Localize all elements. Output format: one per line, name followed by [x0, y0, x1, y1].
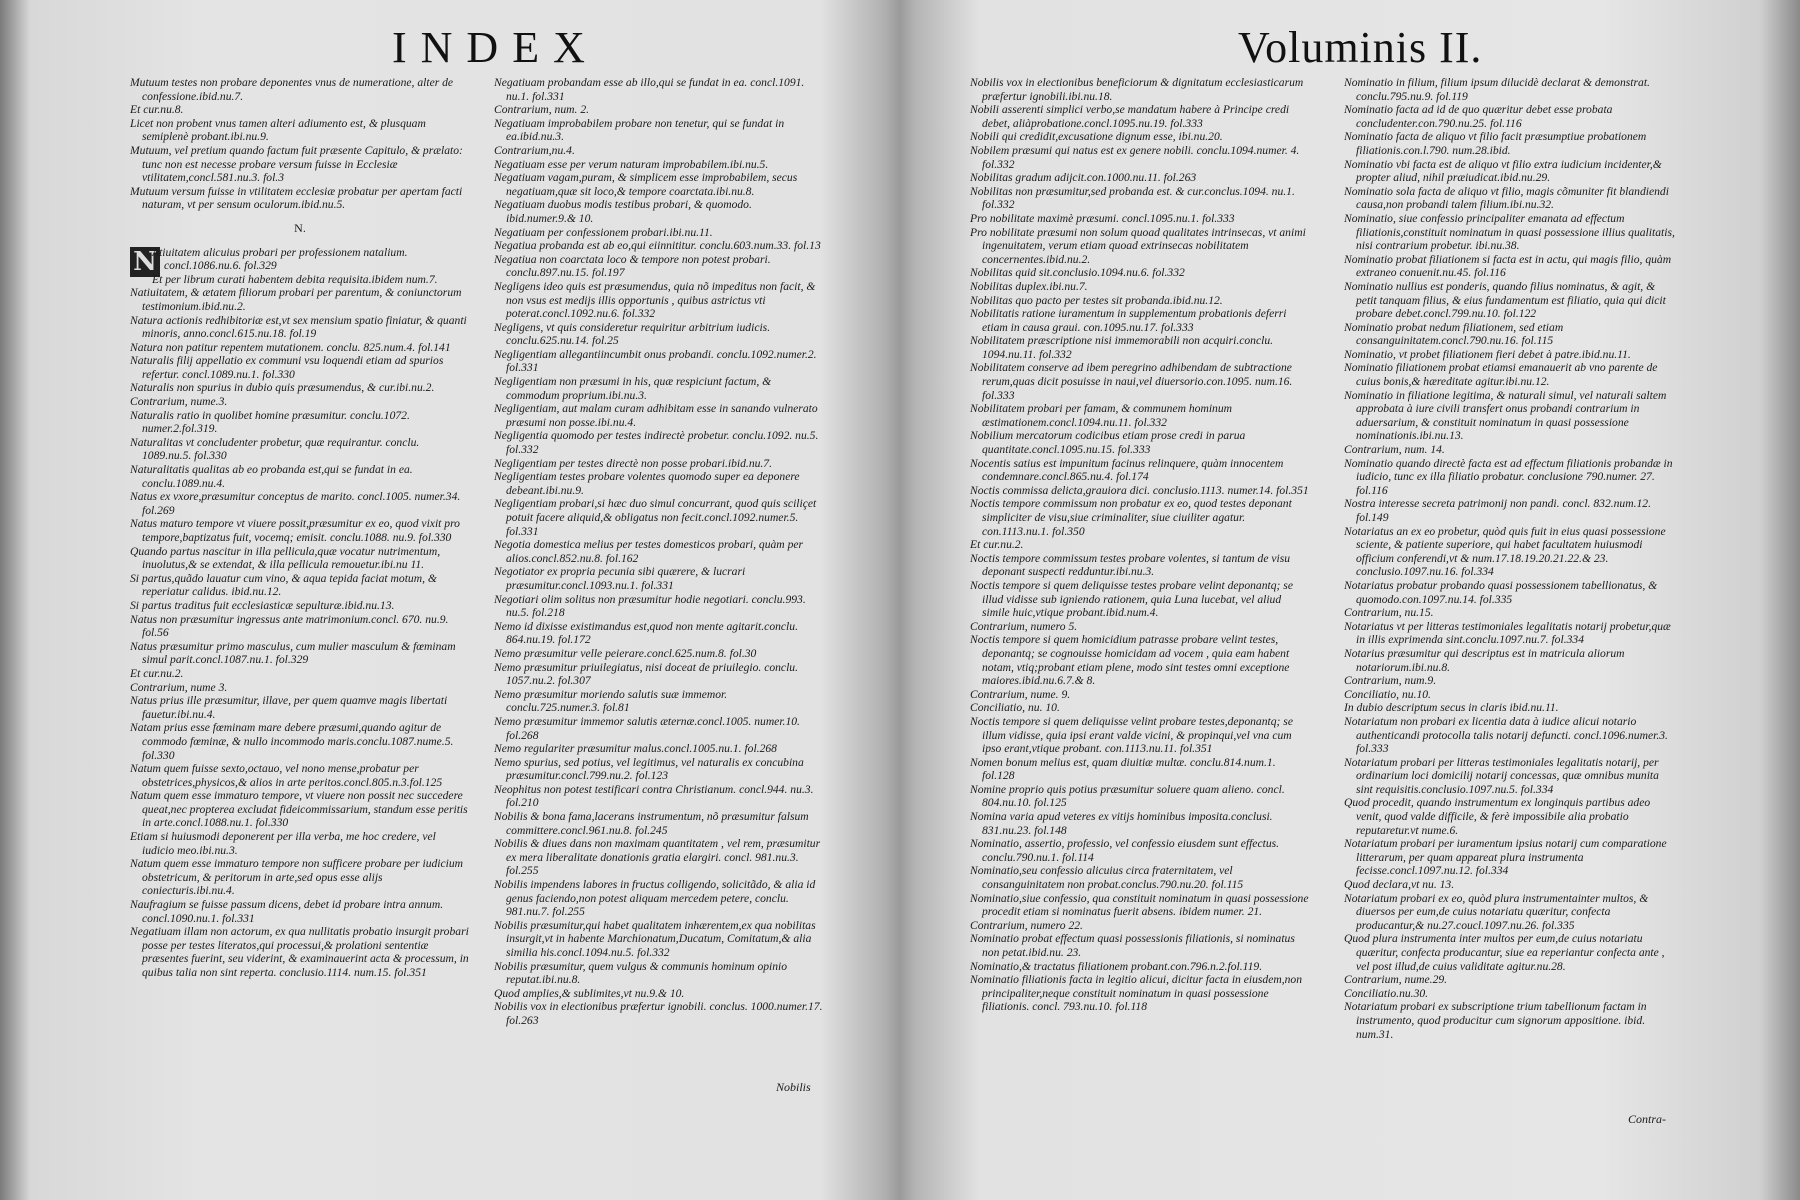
index-entry: Negatiuam duobus modis testibus probari, & quomodo. ibid.numer.9.& 10.	[494, 198, 752, 225]
index-entry: Nobilis vox in electionibus beneficiorum & dignitatum ecclesiasticarum præfertur ignobili.ibi.nu.18.	[970, 76, 1304, 103]
index-entry: Negatiuam esse per verum naturam improbabilem.ibi.nu.5.	[494, 157, 769, 171]
index-entry: Nominatio filiationis facta in legitio alicui, dicitur facta in eiusdem,non principaliter,neque constituit nominatum in quasi possessione filiationis. concl. 793.nu.10. fol.118	[970, 973, 1303, 1014]
index-entry: Nominatio, vt probet filiationem fieri debet à patre.ibid.nu.11.	[1344, 347, 1631, 361]
index-entry: Negligentiam allegantiincumbit onus probandi. conclu.1092.numer.2. fol.331	[494, 347, 817, 375]
index-entry: Nemo præsumitur moriendo salutis suæ immemor. conclu.725.numer.3. fol.81	[494, 687, 728, 715]
index-entry: Natus maturo tempore vt viuere possit,præsumitur ex eo, quod vixit pro tempore,baptizatus fuit, vocemq; emisit. conclu.1088. nu.9. fol.330	[130, 517, 460, 544]
index-entry: Nominatio nullius est ponderis, quando filius nominatus, & agit, & petit tanquam filius, & eius fundamentum est filiatio, quia qui dicit probare debet.concl.799.nu.10. fol.122	[1344, 279, 1666, 321]
index-entry: Noctis tempore commissum testes probare volentes, si tantum de visu deponant suspecti redduntur.ibi.nu.3.	[970, 551, 1291, 579]
index-entry: Et cur.nu.2.	[130, 666, 184, 680]
index-entry: Nobilitatem probari per famam, & communem hominum æstimationem.concl.1094.nu.11. fol.332	[970, 402, 1233, 429]
index-entry: Negligentia quomodo per testes indirectè probetur. conclu.1092. nu.5. fol.332	[494, 429, 819, 457]
index-entry: Negligens ideo quis est præsumendus, quia nõ impeditus non facit, & non vsus est medijs illis opportunis , quibus astrictus vti poterat.concl.1092.nu.6. fol.332	[494, 279, 816, 321]
index-entry: Nominatio,& tractatus filiationem probant.con.796.n.2.fol.119.	[970, 959, 1263, 973]
index-entry: Contrarium, nume 3.	[130, 680, 228, 694]
index-entry: Contrarium, num.9.	[1344, 674, 1437, 688]
index-entry: Nominatio vbi facta est de aliquo vt filio extra iudicium incidenter,& propter aliud, nihil præiudicat.ibid.nu.29.	[1344, 157, 1662, 185]
index-entry: Notarius præsumitur qui descriptus est in matricula aliorum notariorum.ibi.nu.8.	[1344, 646, 1625, 674]
index-entry: Naturalis ratio in quolibet homine præsumitur. conclu.1072. numer.2.fol.319.	[130, 408, 410, 436]
catchword-left: Nobilis	[776, 1080, 811, 1094]
index-entry: Nominatio, siue confessio principaliter emanata ad effectum filiationis,constituit nominatum in quasi possessione illius qualitatis, nisi contrarium probetur. ibi.nu.38.	[1344, 211, 1675, 253]
index-entry: Negotiari olim solitus non præsumitur hodie negotiari. conclu.993. nu.5. fol.218	[494, 592, 806, 620]
index-entry: Natus non præsumitur ingressus ante matrimonium.concl. 670. nu.9. fol.56	[130, 612, 449, 640]
index-entry: Negatiuam improbabilem probare non tenetur, qui se fundat in ea.ibid.nu.3.	[494, 116, 785, 144]
index-entry: Notariatum probari per iuramentum ipsius notarij cum comparatione litterarum, per quam appareat plura instrumenta fecisse.concl.1097.nu.12. fol.334	[1344, 837, 1667, 878]
index-entry: Nominatio probat effectum quasi possessionis filiationis, si nominatus non petat.ibid.nu. 23.	[970, 932, 1295, 959]
index-entry: Contrarium, nume.3.	[130, 395, 228, 409]
index-entry: Negligentiam testes probare volentes quomodo super ea deponere debeant.ibi.nu.9.	[494, 470, 800, 497]
page-header-right: Voluminis II.	[1238, 23, 1483, 72]
right-column-b	[1344, 76, 1678, 1041]
index-entry: Negotiator ex propria pecunia sibi quærere, & lucrari præsumitur.concl.1093.nu.1. fol.331	[494, 565, 746, 592]
index-entry: Nemo præsumitur priuilegiatus, nisi doceat de priuilegio. conclu. 1057.nu.2. fol.307	[494, 660, 798, 688]
index-entry: Natus prius ille præsumitur, illave, per quem quamve magis libertati fauetur.ibi.nu.4.	[130, 694, 448, 721]
index-entry: Nomina varia apud veteres ex vitijs hominibus imposita.conclusi. 831.nu.23. fol.148	[970, 810, 1273, 837]
index-entry: Nobilis præsumitur,qui habet qualitatem inhærentem,ex qua nobilitas insurgit,vt in habente Marchionatum,Ducatum, Comitatum,& alia similia his.concl.1094.nu.5. fol.332	[494, 918, 816, 959]
index-entry: Nemo præsumitur velle peierare.concl.625.num.8. fol.30	[494, 646, 757, 660]
index-entry: Negligentiam probari,si hæc duo simul concurrant, quod quis sciliçet potuit facere aliquid,& obligatus non fecit.concl.1092.numer.5. fol.331	[494, 497, 817, 538]
index-entry: Nobilis & diues dans non maximam quantitatem , vel rem, præsumitur ex mera liberalitate donationis gratia elargiri. concl. 981.nu.3. fol.255	[494, 837, 821, 878]
index-entry: Contrarium, num. 14.	[1344, 443, 1445, 457]
index-entry: Negligentiam non præsumi in his, quæ respiciunt factum, & commodum proprium.ibi.nu.3.	[494, 375, 772, 402]
index-entry: Quod procedit, quando instrumentum ex longinquis partibus adeo venit, quod valde difficile, & ferè impossibile alia probatio reputaretur.vt nume.6.	[1344, 796, 1651, 837]
index-entry: Nominatio filiationem probat etiamsi emanauerit ab vno parente de cuius bonis,& hæreditate agitur.ibi.nu.12.	[1344, 361, 1658, 389]
index-entry: Nobilitatis ratione iuramentum in supplementum probationis deferri etiam in causa graui. con.1095.nu.17. fol.333	[970, 307, 1287, 334]
index-entry: Natus præsumitur primo masculus, cum mulier masculum & fœminam simul parit.concl.1087.nu.1. fol.329	[130, 639, 456, 667]
index-entry: Notariatus probatur probando quasi possessionem tabellionatus, & quomodo.con.1097.nu.14. fol.335	[1344, 578, 1658, 606]
index-entry: Atiuitatem alicuius probari per professionem natalium. concl.1086.nu.6. fol.329	[152, 245, 408, 273]
section-letter: N.	[294, 220, 306, 235]
index-entry: Nemo id dixisse existimandus est,quod non mente agitarit.conclu. 864.nu.19. fol.172	[494, 619, 798, 647]
index-entry: Quod plura instrumenta inter multos per eum,de cuius notariatu quæritur, confecta producantur, siue ea reperiantur confecta ante , vel post illud,de cuius validitate agitur.nu.28.	[1344, 932, 1665, 973]
index-entry: Nominatio probat filiationem si facta est in actu, qui magis filio, quàm extraneo conuenit.nu.45. fol.116	[1344, 252, 1672, 280]
index-entry: Si partus traditus fuit ecclesiasticæ sepulturæ.ibid.nu.13.	[130, 598, 395, 612]
index-entry: Neophitus non potest testificari contra Christianum. concl.944. nu.3. fol.210	[494, 782, 814, 810]
index-entry: Mutuum, vel pretium quando factum fuit præsente Capitulo, & prælato: tunc non est necesse probare versum fuisse in Ecclesiæ vtilitatem,concl.581.nu.3. fol.3	[130, 143, 463, 185]
index-entry: Nobili qui credidit,excusatione dignum esse, ibi.nu.20.	[970, 130, 1223, 144]
index-entry: Licet non probent vnus tamen alteri adiumento est, & plusquam semiplenè probant.ibi.nu.9.	[130, 116, 426, 144]
index-entry: Nominatio facta ad id de quo quæritur debet esse probata concludenter.con.790.nu.25. fol.116	[1344, 103, 1613, 130]
index-entry: Mutuum testes non probare deponentes vnus de numeratione, alter de confessione.ibid.nu.7.	[130, 76, 454, 103]
index-entry: Nobilitatem præscriptione nisi immemorabili non acquiri.conclu. 1094.nu.11. fol.332	[970, 334, 1274, 361]
decorated-initial: N	[130, 247, 160, 277]
index-entry: Nobili asserenti simplici verbo,se mandatum habere à Principe credi debet, aliàprobatione.concl.1095.nu.19. fol.333	[970, 103, 1290, 130]
index-entry: Nominatio quando directè facta est ad effectum filiationis probandæ in iudicio, tunc ex illa filiatio probatur. conclusione 790.numer. 27. fol.116	[1344, 456, 1673, 497]
index-entry: Naturalis non spurius in dubio quis præsumendus, & cur.ibi.nu.2.	[130, 381, 435, 395]
index-entry: Si partus,quãdo lauatur cum vino, & aqua tepida faciat motum, & reperiatur calidus. ibid.nu.12.	[130, 571, 437, 599]
index-entry: Nominatio,seu confessio alicuius circa fraternitatem, vel consanguinitatem non probat.conclus.790.nu.20. fol.115	[970, 864, 1244, 892]
index-entry: Nostra interesse secreta patrimonij non pandi. concl. 832.num.12. fol.149	[1344, 497, 1651, 524]
index-entry: Nemo regulariter præsumitur malus.concl.1005.nu.1. fol.268	[494, 742, 777, 756]
index-entry: Negotia domestica melius per testes domesticos probari, quàm per alios.concl.852.nu.8. fol.162	[494, 538, 804, 565]
index-entry: Nobilis præsumitur, quem vulgus & communis hominum opinio reputat.ibi.nu.8.	[494, 959, 788, 987]
right-page	[900, 0, 1800, 1200]
index-entry: Nocentis satius est impunitum facinus relinquere, quàm innocentem condemnare.concl.865.nu.4. fol.174	[970, 456, 1284, 484]
index-entry: Noctis tempore si quem deliquisse testes probare velint deponantq; se illud vidisse sub igniendo rationem, quia Luna lucebat, vel aliud simile huic,vtique probant.ibid.num.4.	[970, 578, 1293, 620]
index-entry: Contrarium,nu.4.	[494, 143, 575, 157]
index-entry: Nominatio sola facta de aliquo vt filio, magis cõmuniter fit blandiendi causa,non probandi talem filium.ibi.nu.32.	[1344, 184, 1669, 212]
index-entry: Noctis tempore commissum non probatur ex eo, quod testes deponant simpliciter de visu,siue criminaliter, siue ciuiliter agatur. con.1113.nu.1. fol.350	[970, 497, 1292, 538]
index-entry: Noctis tempore si quem deliquisse velint probare testes,deponantq; se illum vidisse, quia ipsi erant valde vicini, & propinqui,vel vna cum ipso erant,vtique probant. con.1113.nu.11. fol.351	[970, 714, 1293, 756]
index-entry: Nobilitatem conserve ad ibem peregrino adhibendam de subtractione rerum,quas dicit posuisse in naui,vel diuersorio.con.1095. num.16. fol.333	[970, 361, 1293, 402]
index-entry: Nobilitas gradum adijcit.con.1000.nu.11. fol.263	[970, 171, 1197, 185]
index-entry: Conciliatio, nu.10.	[1344, 687, 1431, 701]
index-entry: Notariatus vt per litteras testimoniales legalitatis notarij probetur,quæ in illis exprimenda sint.conclu.1097.nu.7. fol.334	[1344, 619, 1671, 647]
index-entry: Mutuum versum fuisse in vtilitatem ecclesiæ probatur per apertam facti naturam, vt per sensum oculorum.ibid.nu.5.	[130, 184, 463, 212]
index-entry: Negatiuam illam non actorum, ex qua nullitatis probatio insurgit probari posse per testes literatos,qui processui,& prolationi sententiæ præsentes fuerint, seu viderint, & examinauerint acta & processum, in quibus talia non sint reperta. conclusio.1114. num.15. fol.351	[130, 925, 469, 979]
index-entry: Nomen bonum melius est, quam diuitiæ multæ. conclu.814.num.1. fol.128	[970, 755, 1276, 783]
index-entry: Contrarium, nume.29.	[1344, 973, 1448, 987]
index-entry: Contrarium, nume. 9.	[970, 687, 1071, 701]
index-entry: Quod declara,vt nu. 13.	[1344, 878, 1455, 892]
index-entry: Nominatio in filium, filium ipsum dilucidè declarat & demonstrat. conclu.795.nu.9. fol.119	[1344, 76, 1650, 103]
index-entry: Natam prius esse fœminam mare debere præsumi,quando agitur de commodo fœminæ, & nullo incommodo maris.conclu.1087.nume.5. fol.330	[130, 721, 454, 762]
catchword-right: Contra-	[1628, 1112, 1667, 1126]
index-entry: Nobilis impendens labores in fructus colligendo, solicitãdo, & alia id genus faciendo,non potest aliquam mercedem petere, conclu. 981.nu.7. fol.255	[494, 878, 816, 919]
index-entry: Nobilium mercatorum codicibus etiam prose credi in parua quantitate.concl.1095.nu.15. fol.333	[970, 429, 1246, 457]
index-entry: Nobilitas duplex.ibi.nu.7.	[970, 279, 1088, 293]
index-entry: Nemo spurius, sed potius, vel legitimus, vel naturalis ex concubina præsumitur.concl.799.nu.2. fol.123	[494, 755, 804, 783]
index-entry: Notariatum probari ex subscriptione trium tabellionum factam in instrumento, quod producitur cum signorum appositione. ibid. num.31.	[1344, 1000, 1647, 1041]
index-entry: Nobilitas quo pacto per testes sit probanda.ibid.nu.12.	[970, 293, 1223, 307]
index-entry: Noctis tempore si quem homicidium patrasse probare velint testes, deponantq; se cognouisse homicidam ad vocem , quia eam habent notam, vtiq;probant etiam plene, modo sint testes omni exceptione maiores.ibid.nu.6.7.& 8.	[970, 633, 1290, 688]
index-entry: Nomine proprio quis potius præsumitur soluere quam alieno. concl. 804.nu.10. fol.125	[970, 782, 1285, 810]
index-entry: Nobilis vox in electionibus præfertur ignobili. conclus. 1000.numer.17. fol.263	[494, 1000, 823, 1027]
index-entry: Negatiuam vagam,puram, & simplicem esse improbabilem, secus negatiuam,quæ sit loco,& tempore coarctata.ibi.nu.8.	[494, 171, 798, 198]
left-column-a	[130, 76, 470, 980]
entries-before-section	[130, 76, 470, 212]
left-column-b	[494, 76, 824, 1028]
right-column-a	[970, 76, 1310, 1014]
index-entry: Natus ex vxore,præsumitur conceptus de marito. concl.1005. numer.34. fol.269	[130, 490, 461, 517]
index-entry: Negatiuam per confessionem probari.ibi.nu.11.	[494, 225, 713, 239]
index-entry: Nominatio, assertio, professio, vel confessio eiusdem sunt effectus. conclu.790.nu.1. fol.114	[970, 837, 1280, 864]
index-entry: Natum quem esse immaturo tempore, vt viuere non possit nec succedere queat,nec propterea excludat fideicommissarium, standum esse peritis in arte.concl.1088.nu.1. fol.330	[130, 789, 468, 830]
index-entry: Nobilis & bona fama,lacerans instrumentum, nõ præsumitur falsum committere.concl.961.nu.8. fol.245	[494, 810, 809, 837]
index-entry: Nemo præsumitur immemor salutis æternæ.concl.1005. numer.10. fol.268	[494, 714, 800, 742]
index-entry: Negligens, vt quis consideretur requiritur arbitrium iudicis. conclu.625.nu.14. fol.25	[494, 320, 771, 348]
index-entry: Notariatum probari per litteras testimoniales legalitatis notarij, per ordinarium loci domicilij notarij concessas, quæ omnibus munita sint requisitis.conclusio.1097.nu.5. fol.334	[1344, 755, 1659, 796]
index-entry: Negatiua non coarctata loco & tempore non potest probari. conclu.897.nu.15. fol.197	[494, 252, 771, 280]
index-entry: Negatiua probanda est ab eo,qui eiinnititur. conclu.603.num.33. fol.13	[494, 239, 821, 253]
index-entry: Et per librum curati habentem debita requisita.ibidem num.7.	[152, 272, 438, 286]
index-entry: Nominatio,siue confessio, qua constituit nominatum in quasi possessione procedit etiam si nominatus fuerit absens. ibidem numer. 21.	[970, 891, 1309, 919]
index-entry: Nobilem præsumi qui natus est ex genere nobili. conclu.1094.numer. 4. fol.332	[970, 143, 1300, 171]
index-entry: Nobilitas non præsumitur,sed probanda est. & cur.conclus.1094. nu.1. fol.332	[970, 184, 1295, 212]
index-entry: Nobilitas quid sit.conclusio.1094.nu.6. fol.332	[970, 266, 1185, 280]
index-entry: Noctis commissa delicta,grauiora dici. conclusio.1113. numer.14. fol.351	[970, 483, 1309, 497]
index-entry: Quod amplies,& sublimites,vt nu.9.& 10.	[494, 986, 685, 1000]
index-entry: Negligentiam per testes directè non posse probari.ibid.nu.7.	[494, 456, 773, 470]
index-entry: Natura actionis redhibitoriæ est,vt sex mensium spatio finiatur, & quanti minoris, anno.concl.615.nu.18. fol.19	[130, 313, 467, 341]
index-entry: Negligentiam, aut malam curam adhibitam esse in sanando vulnerato præsumi non posse.ibi.nu.4.	[494, 402, 818, 429]
index-entry: Contrarium, numero 5.	[970, 619, 1078, 633]
index-entry: Contrarium, nu.15.	[1344, 606, 1434, 620]
index-entry: Natum quem esse immaturo tempore non sufficere probare per iudicium obstetricum, & peritorum in arte,sed opus esse alijs coniecturis.ibi.nu.4.	[130, 857, 464, 898]
index-entry: Natum quem fuisse sexto,octauo, vel nono mense,probatur per obstetrices,physicos,& alios in arte peritos.concl.805.n.3.fol.125	[130, 762, 443, 789]
index-entry: Pro nobilitate præsumi non solum quoad qualitates intrinsecas, vt animi ingenuitatem, verum etiam quoad extrinsecas nobilitatem concernentes.ibid.nu.2.	[970, 225, 1306, 266]
index-entry: Et cur.nu.8.	[130, 103, 184, 117]
page-header-left: INDEX	[392, 23, 599, 72]
entries-after-section	[130, 246, 470, 980]
index-entry: Pro nobilitate maximè præsumi. concl.1095.nu.1. fol.333	[970, 211, 1235, 225]
index-entry: Conciliatio, nu. 10.	[970, 701, 1060, 715]
index-entry: Notariatus an ex eo probetur, quòd quis fuit in eius quasi possessione sciente, & patiente superiore, qui habet facultatem huiusmodi officium conferendi,vt & num.17.18.19.20.21.22.& 23. conclusio.1097.nu.16. fol.334	[1344, 524, 1666, 579]
index-entry: Negatiuam probandam esse ab illo,qui se fundat in ea. concl.1091. nu.1. fol.331	[494, 76, 805, 103]
index-entry: Notariatum non probari ex licentia data à iudice alicui notario authenticandi protocolla talis notarij defuncti. concl.1096.numer.3. fol.333	[1344, 714, 1668, 756]
index-entry: Naturalis filij appellatio ex communi vsu loquendi etiam ad spurios refertur. concl.1089.nu.1. fol.330	[130, 354, 444, 381]
index-entry: Naufragium se fuisse passum dicens, debet id probare intra annum. concl.1090.nu.1. fol.331	[130, 898, 444, 925]
index-entry: Nominatio facta de aliquo vt filio facit præsumptiue probationem filiationis.con.l.790. num.28.ibid.	[1344, 130, 1647, 157]
index-entry: Conciliatio.nu.30.	[1344, 986, 1429, 1000]
index-entry: Nominatio probat nedum filiationem, sed etiam consanguinitatem.concl.790.nu.16. fol.115	[1344, 320, 1564, 348]
index-entry: Naturalitas vt concludenter probetur, quæ requirantur. conclu. 1089.nu.5. fol.330	[130, 435, 420, 463]
index-entry: Et cur.nu.2.	[970, 538, 1024, 552]
index-entry: Quando partus nascitur in illa pellicula,quæ vocatur nutrimentum, inuolutus,& se extendat, & illa pellicula remouetur.ibi.nu 11.	[130, 544, 441, 572]
index-entry: Contrarium, num. 2.	[494, 103, 590, 117]
index-entry: In dubio descriptum secus in claris ibid.nu.11.	[1344, 701, 1559, 715]
index-entry: Natura non patitur repentem mutationem. conclu. 825.num.4. fol.141	[130, 340, 451, 354]
index-entry: Contrarium, numero 22.	[970, 918, 1083, 932]
index-entry: Notariatum probari ex eo, quòd plura instrumentainter multos, & diuersos per eum,de cuius notariatu quæritur, confecta producantur,& nu.27.coucl.1097.nu.26. fol.335	[1344, 891, 1649, 932]
index-entry: Naturalitatis qualitas ab eo probanda est,qui se fundat in ea. conclu.1089.nu.4.	[130, 463, 413, 490]
index-entry: Natiuitatem, & ætatem filiorum probari per parentum, & coniunctorum testimonium.ibid.nu.2.	[130, 286, 462, 313]
index-entry: Etiam si huiusmodi deponerent per illa verba, me hoc credere, vel iudicio meo.ibi.nu.3.	[130, 830, 436, 857]
index-entry: Nominatio in filiatione legitima, & naturali simul, vel naturali saltem approbata à iure civili transfert onus probandi contrarium in aduersarium, & constituit nominatum in quasi possessione nominationis.ibi.nu.13.	[1344, 388, 1667, 443]
